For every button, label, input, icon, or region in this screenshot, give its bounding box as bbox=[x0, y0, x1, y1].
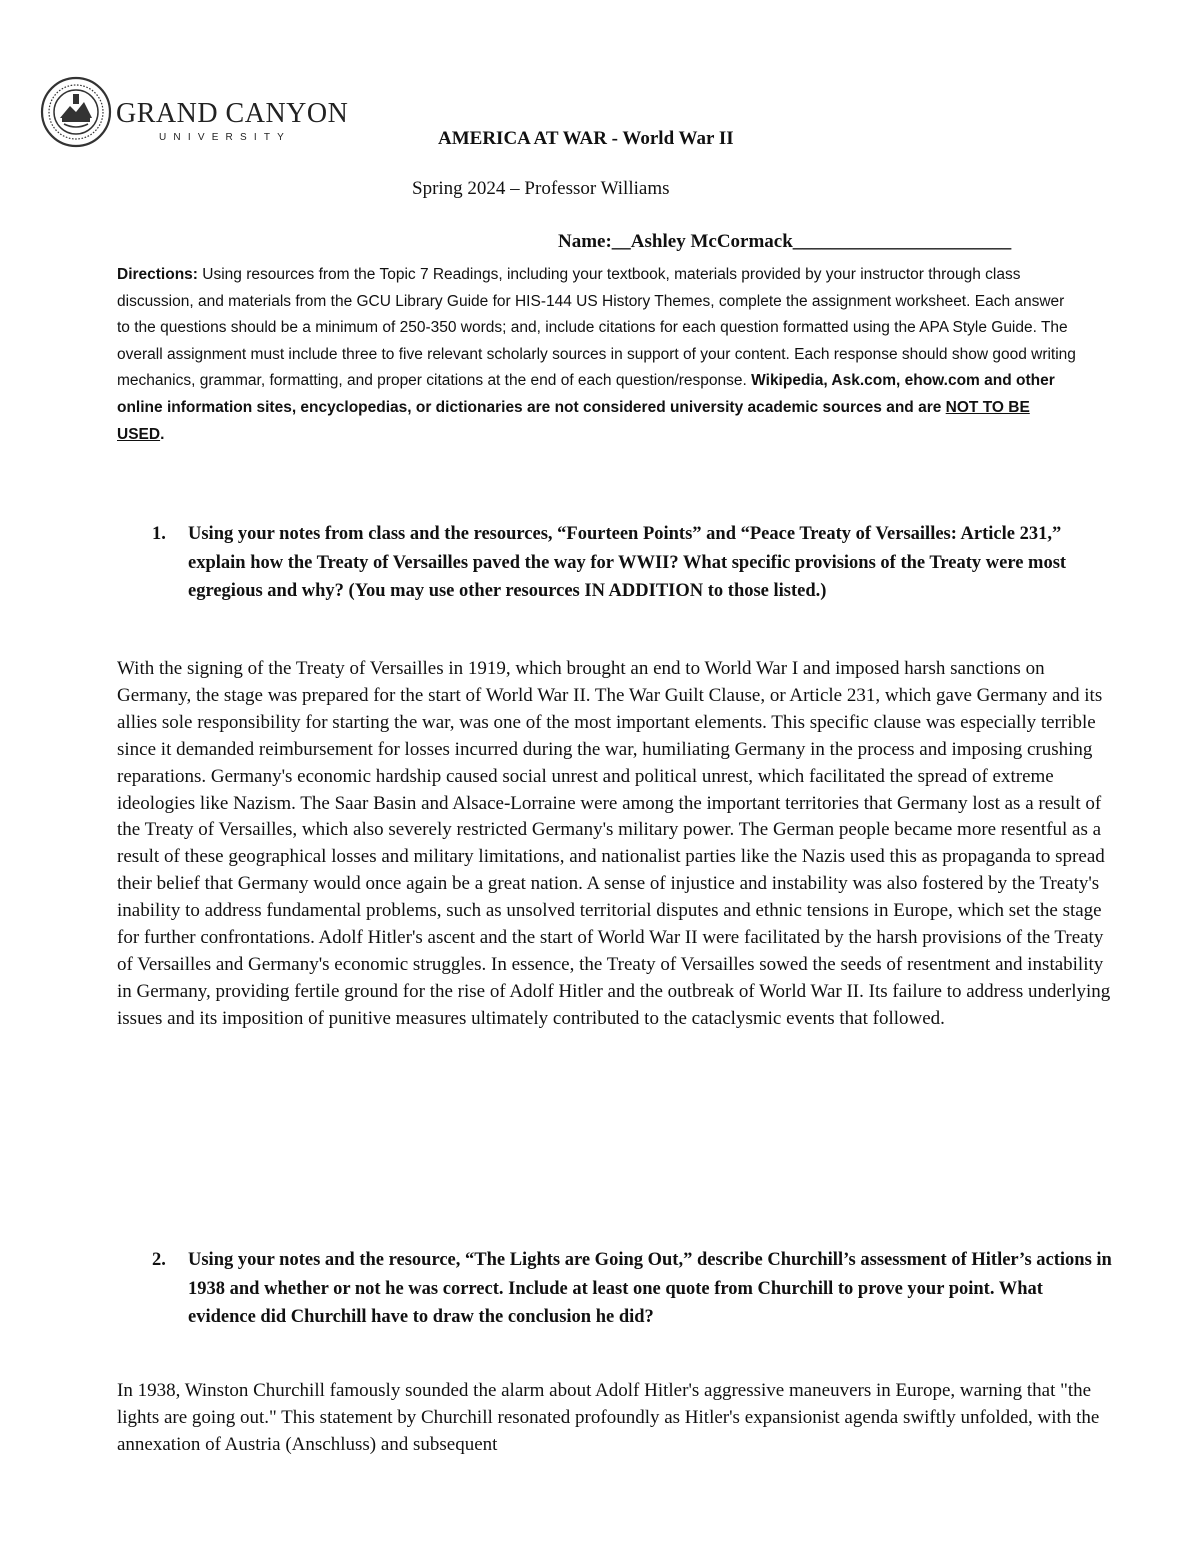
question-number: 1. bbox=[152, 524, 166, 544]
question-text: Using your notes from class and the resources, “Fourteen Points” and “Peace Treaty of Versailles: Article 231,” explain how the Treaty of Versailles paved the way for WWII? What specific provisions of the Treaty were most egregious and why? (You may use other resources IN ADDITION to those listed.) bbox=[188, 524, 1067, 601]
directions-period: . bbox=[160, 425, 165, 443]
student-name-line: Name:__Ashley McCormack_______________________ bbox=[558, 231, 1012, 252]
answer-2: In 1938, Winston Churchill famously sounded the alarm about Adolf Hitler's aggressive maneuvers in Europe, warning that "the lights are going out." This statement by Churchill resonated profoundly as Hitler's expansionist agenda swiftly unfolded, with the annexation of Austria (Anschluss) and subsequent bbox=[117, 1380, 1100, 1455]
university-seal-icon bbox=[40, 76, 112, 148]
directions-label: Directions: bbox=[117, 266, 198, 283]
directions-paragraph bbox=[117, 262, 1077, 448]
logo-subtitle: UNIVERSITY bbox=[159, 132, 292, 143]
directions-warning: Wikipedia, Ask.com, ehow.com and other online information sites, encyclopedias, or dictionaries are not considered university academic sources and are bbox=[117, 372, 1055, 416]
answer-1: With the signing of the Treaty of Versailles in 1919, which brought an end to World War I and imposed harsh sanctions on Germany, the stage was prepared for the start of World War II. The War Guilt Clause, or Article 231, which gave Germany and its allies sole responsibility for starting the war, was one of the most important elements. This specific clause was especially terrible since it demanded reimbursement for losses incurred during the war, humiliating Germany in the process and imposing crushing reparations. Germany's economic hardship caused social unrest and political unrest, which facilitated the spread of extreme ideologies like Nazism. The Saar Basin and Alsace-Lorraine were among the important territories that Germany lost as a result of the Treaty of Versailles, which also severely restricted Germany's military power. The German people became more resentful as a result of these geographical losses and military limitations, and nationalist parties like the Nazis used this as propaganda to spread their belief that Germany would once again be a great nation. A sense of injustice and instability was also fostered by the Treaty's inability to address fundamental problems, such as unsolved territorial disputes and ethnic tensions in Europe, which set the stage for further confrontations. Adolf Hitler's ascent and the start of World War II were facilitated by the harsh provisions of the Treaty of Versailles and Germany's economic struggles. In essence, the Treaty of Versailles sowed the seeds of resentment and instability in Germany, providing fertile ground for the rise of Adolf Hitler and the outbreak of World War II. Its failure to address underlying issues and its imposition of punitive measures ultimately contributed to the cataclysmic events that followed. bbox=[117, 658, 1111, 1029]
not-to-be-used-text: NOT TO BE USED bbox=[117, 398, 1030, 443]
question-2 bbox=[152, 1246, 1112, 1332]
semester-line: Spring 2024 – Professor Williams bbox=[412, 178, 670, 199]
directions-text: Using resources from the Topic 7 Readings, including your textbook, materials provided by your instructor through class discussion, and materials from the GCU Library Guide for HIS-144 US History Themes, complete the assignment worksheet. Each answer to the questions should be a minimum of 250-350 words; and, include citations for each question formatted using the APA Style Guide. The overall assignment must include three to five relevant scholarly sources in support of your content. Each response should show good writing mechanics, grammar, formatting, and proper citations at the end of each question/response. bbox=[117, 266, 1076, 390]
question-1 bbox=[152, 520, 1112, 606]
question-text: Using your notes and the resource, “The Lights are Going Out,” describe Churchill’s assessment of Hitler’s actions in 1938 and whether or not he was correct. Include at least one quote from Churchill to prove your point. What evidence did Churchill have to draw the conclusion he did? bbox=[188, 1250, 1112, 1327]
logo-wordmark: GRAND CANYON bbox=[116, 98, 349, 129]
university-logo bbox=[40, 76, 360, 156]
question-number: 2. bbox=[152, 1250, 166, 1270]
document-title: AMERICA AT WAR - World War II bbox=[438, 128, 734, 149]
